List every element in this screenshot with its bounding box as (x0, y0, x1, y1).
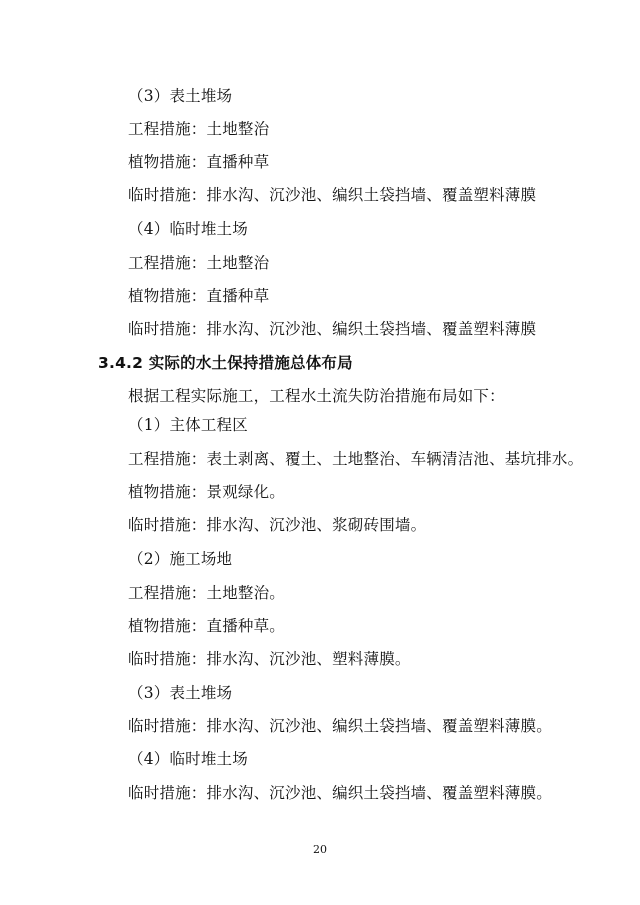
paragraph: 工程措施：表土剥离、覆土、土地整治、车辆清洁池、基坑排水。 (128, 450, 584, 468)
subsection-title: （4）临时堆土场 (128, 750, 248, 768)
paragraph: 临时措施：排水沟、沉沙池、编织土袋挡墙、覆盖塑料薄膜。 (128, 784, 552, 802)
subsection-title: （3）表土堆场 (128, 87, 233, 105)
subsection-title: （1）主体工程区 (128, 416, 248, 434)
paragraph: 临时措施：排水沟、沉沙池、编织土袋挡墙、覆盖塑料薄膜 (128, 320, 537, 338)
paragraph: 临时措施：排水沟、沉沙池、浆砌砖围墙。 (128, 516, 427, 534)
subsection-title: （2）施工场地 (128, 550, 233, 568)
paragraph: 植物措施：直播种草 (128, 287, 270, 305)
paragraph: 临时措施：排水沟、沉沙池、塑料薄膜。 (128, 650, 411, 668)
paragraph: 临时措施：排水沟、沉沙池、编织土袋挡墙、覆盖塑料薄膜。 (128, 717, 552, 735)
subsection-title: （3）表土堆场 (128, 684, 233, 702)
paragraph: 植物措施：景观绿化。 (128, 483, 286, 501)
subsection-title: （4）临时堆土场 (128, 220, 248, 238)
section-heading: 3.4.2 实际的水土保持措施总体布局 (98, 354, 353, 372)
page-number: 20 (313, 843, 327, 856)
paragraph: 工程措施：土地整治 (128, 254, 270, 272)
paragraph: 工程措施：土地整治。 (128, 584, 286, 602)
paragraph: 临时措施：排水沟、沉沙池、编织土袋挡墙、覆盖塑料薄膜 (128, 186, 537, 204)
paragraph: 植物措施：直播种草 (128, 153, 270, 171)
paragraph: 工程措施：土地整治 (128, 120, 270, 138)
paragraph: 植物措施：直播种草。 (128, 617, 286, 635)
paragraph: 根据工程实际施工，工程水土流失防治措施布局如下： (128, 387, 505, 405)
